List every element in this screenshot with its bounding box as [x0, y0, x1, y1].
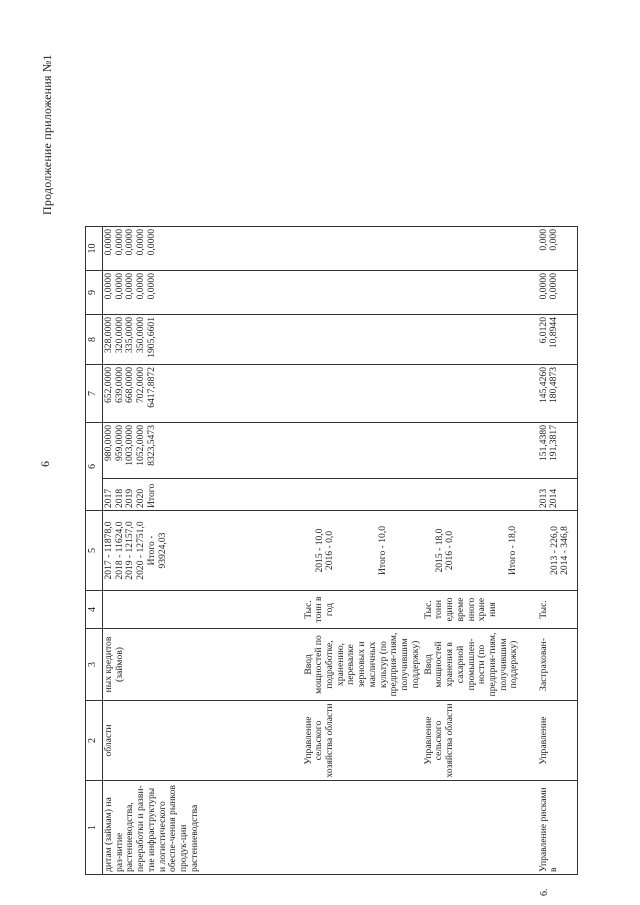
col-header-1: 1 — [86, 781, 103, 875]
year-label: 2017 — [103, 488, 114, 508]
year-label: Итого — [145, 483, 157, 508]
amount-value: 668,0000 — [124, 367, 136, 403]
cell-amount-c7 — [423, 365, 538, 423]
cell-unit — [103, 591, 303, 629]
cell-amount-c9 — [423, 271, 538, 315]
cell-amount-c10 — [423, 227, 538, 271]
col-header-5: 5 — [86, 511, 103, 591]
cell-indicator-values — [538, 511, 578, 591]
indicator-value: 2013 - 226,0 — [548, 526, 560, 575]
amount-value: 1905,6601 — [145, 317, 157, 358]
header-row — [86, 227, 103, 875]
appendix-table — [85, 226, 578, 896]
cell-amount-c9 — [103, 271, 303, 315]
col-header-7: 7 — [86, 365, 103, 423]
cell-years — [103, 479, 303, 511]
page-number: 6 — [38, 461, 52, 467]
amount-value: 0,0000 — [145, 229, 157, 256]
col-header-8: 8 — [86, 315, 103, 365]
row-number: 6. — [538, 888, 550, 896]
cell-amount-c8 — [103, 315, 303, 365]
cell-executor: Управление — [538, 701, 578, 781]
col-header-9: 9 — [86, 271, 103, 315]
amount-value: 639,0000 — [113, 367, 125, 403]
indicator-value: 2020 - 12751,0 — [135, 521, 147, 580]
cell-indicator: Застрахован- — [538, 629, 578, 701]
indicator-value: 2015 - 18,0 — [433, 528, 445, 573]
indicator-value: 2019 - 12157,0 — [124, 521, 136, 580]
continuation-title: Продолжение приложения №1 — [40, 54, 54, 215]
amount-value: 6,0120 — [537, 317, 549, 344]
cell-executor: Управление сельского хозяйства области — [423, 701, 538, 781]
amount-value: 320,0000 — [113, 317, 125, 353]
measure-text: Управление рисками в — [537, 787, 560, 872]
cell-executor: области — [103, 701, 303, 781]
col-header-4: 4 — [86, 591, 103, 629]
cell-amount-c7 — [538, 365, 578, 423]
cell-unit: Тыс. — [538, 591, 578, 629]
indicator-value: 93924,03 — [156, 532, 168, 569]
indicator-value: Итого - 18,0 — [507, 525, 519, 576]
cell-amount-c7 — [303, 365, 423, 423]
amount-value: 1003,0000 — [124, 425, 136, 466]
cell-amount-c6 — [423, 423, 538, 479]
cell-indicator-values — [303, 511, 423, 591]
col-header-2: 2 — [86, 701, 103, 781]
amount-value: 0,000 — [548, 229, 560, 251]
cell-measure — [537, 781, 578, 896]
amount-value: 0,0000 — [124, 229, 136, 256]
cell-indicator: ных кредитов (займов) — [103, 629, 303, 701]
amount-value: 0,0000 — [145, 273, 157, 300]
col-header-3: 3 — [86, 629, 103, 701]
amount-value: 0,0000 — [103, 273, 114, 300]
cell-unit: Тыс. тонн едино време нного хране ния — [423, 591, 538, 629]
indicator-value: Итого - 10,0 — [376, 525, 388, 576]
amount-value: 0,0000 — [113, 273, 125, 300]
amount-value: 0,0000 — [113, 229, 125, 256]
col-header-10: 10 — [86, 227, 103, 271]
amount-value: 8323,5473 — [145, 425, 157, 466]
table-row — [538, 227, 578, 875]
cell-indicator-values — [423, 511, 538, 591]
amount-value: 10,8944 — [548, 317, 560, 349]
year-label: 2019 — [124, 488, 136, 508]
indicator-value: 2016 - 0,0 — [444, 530, 456, 571]
amount-value: 0,0000 — [537, 273, 549, 300]
indicator-value: Итого - — [145, 535, 157, 566]
measure-text: дитам (займам) на раз-витие растениеводства, переработки и разви-тие инфраструктуры и логистического обеспе-чения рынков продук-ции растениеводства — [103, 785, 200, 872]
amount-value: 0,0000 — [103, 229, 114, 256]
cell-measure — [303, 781, 423, 875]
cell-years — [303, 479, 423, 511]
amount-value: 0,0000 — [548, 273, 560, 300]
table-row — [423, 227, 538, 875]
cell-amount-c8 — [538, 315, 578, 365]
year-label: 2013 — [537, 488, 549, 508]
cell-indicator: Ввод мощностей по подработке, хранению, перевалке зерновых и масличных культур (по предприя-тиям, получившим поддержку) — [303, 629, 423, 701]
cell-amount-c7 — [103, 365, 303, 423]
table-row — [103, 227, 303, 875]
table-row — [303, 227, 423, 875]
amount-value: 180,4873 — [548, 367, 560, 403]
cell-indicator: Ввод мощностей хранения в сахарной промышлен-ности (по предприя-тиям, получившим поддержку) — [423, 629, 538, 701]
indicator-value: 2017 - 11878,0 — [103, 521, 114, 580]
year-label: 2014 — [548, 488, 560, 508]
cell-amount-c10 — [303, 227, 423, 271]
cell-amount-c9 — [303, 271, 423, 315]
amount-value: 328,0000 — [103, 317, 114, 353]
amount-value: 980,0000 — [103, 425, 114, 461]
amount-value: 1052,0000 — [135, 425, 147, 466]
year-label: 2020 — [135, 488, 147, 508]
cell-indicator-values — [103, 511, 303, 591]
amount-value: 652,0000 — [103, 367, 114, 403]
year-label: 2018 — [113, 488, 125, 508]
amount-value: 145,4260 — [537, 367, 549, 403]
cell-amount-c6 — [303, 423, 423, 479]
cell-measure — [103, 781, 303, 875]
amount-value: 191,3817 — [548, 425, 560, 461]
amount-value: 335,0000 — [124, 317, 136, 353]
cell-amount-c8 — [303, 315, 423, 365]
amount-value: 151,4380 — [537, 425, 549, 461]
cell-measure — [423, 781, 538, 875]
amount-value: 350,0000 — [135, 317, 147, 353]
amount-value: 0,0000 — [135, 229, 147, 256]
cell-executor: Управление сельского хозяйства области — [303, 701, 423, 781]
indicator-value: 2016 - 0,0 — [324, 530, 336, 571]
cell-amount-c8 — [423, 315, 538, 365]
cell-years — [538, 479, 578, 511]
cell-amount-c6 — [538, 423, 578, 479]
cell-years — [423, 479, 538, 511]
amount-value: 0,000 — [537, 229, 549, 251]
amount-value: 0,0000 — [124, 273, 136, 300]
amount-value: 6417,8872 — [145, 367, 157, 408]
cell-amount-c9 — [538, 271, 578, 315]
indicator-value: 2018 - 11624,0 — [113, 521, 125, 580]
amount-value: 0,0000 — [135, 273, 147, 300]
col-header-6: 6 — [86, 423, 103, 511]
indicator-value: 2015 - 10,0 — [313, 528, 325, 573]
cell-amount-c10 — [103, 227, 303, 271]
cell-amount-c6 — [103, 423, 303, 479]
amount-value: 959,0000 — [113, 425, 125, 461]
cell-unit: Тыс. тонн в год — [303, 591, 423, 629]
indicator-value: 2014 - 346,8 — [559, 526, 571, 575]
amount-value: 702,0000 — [135, 367, 147, 403]
cell-amount-c10 — [538, 227, 578, 271]
